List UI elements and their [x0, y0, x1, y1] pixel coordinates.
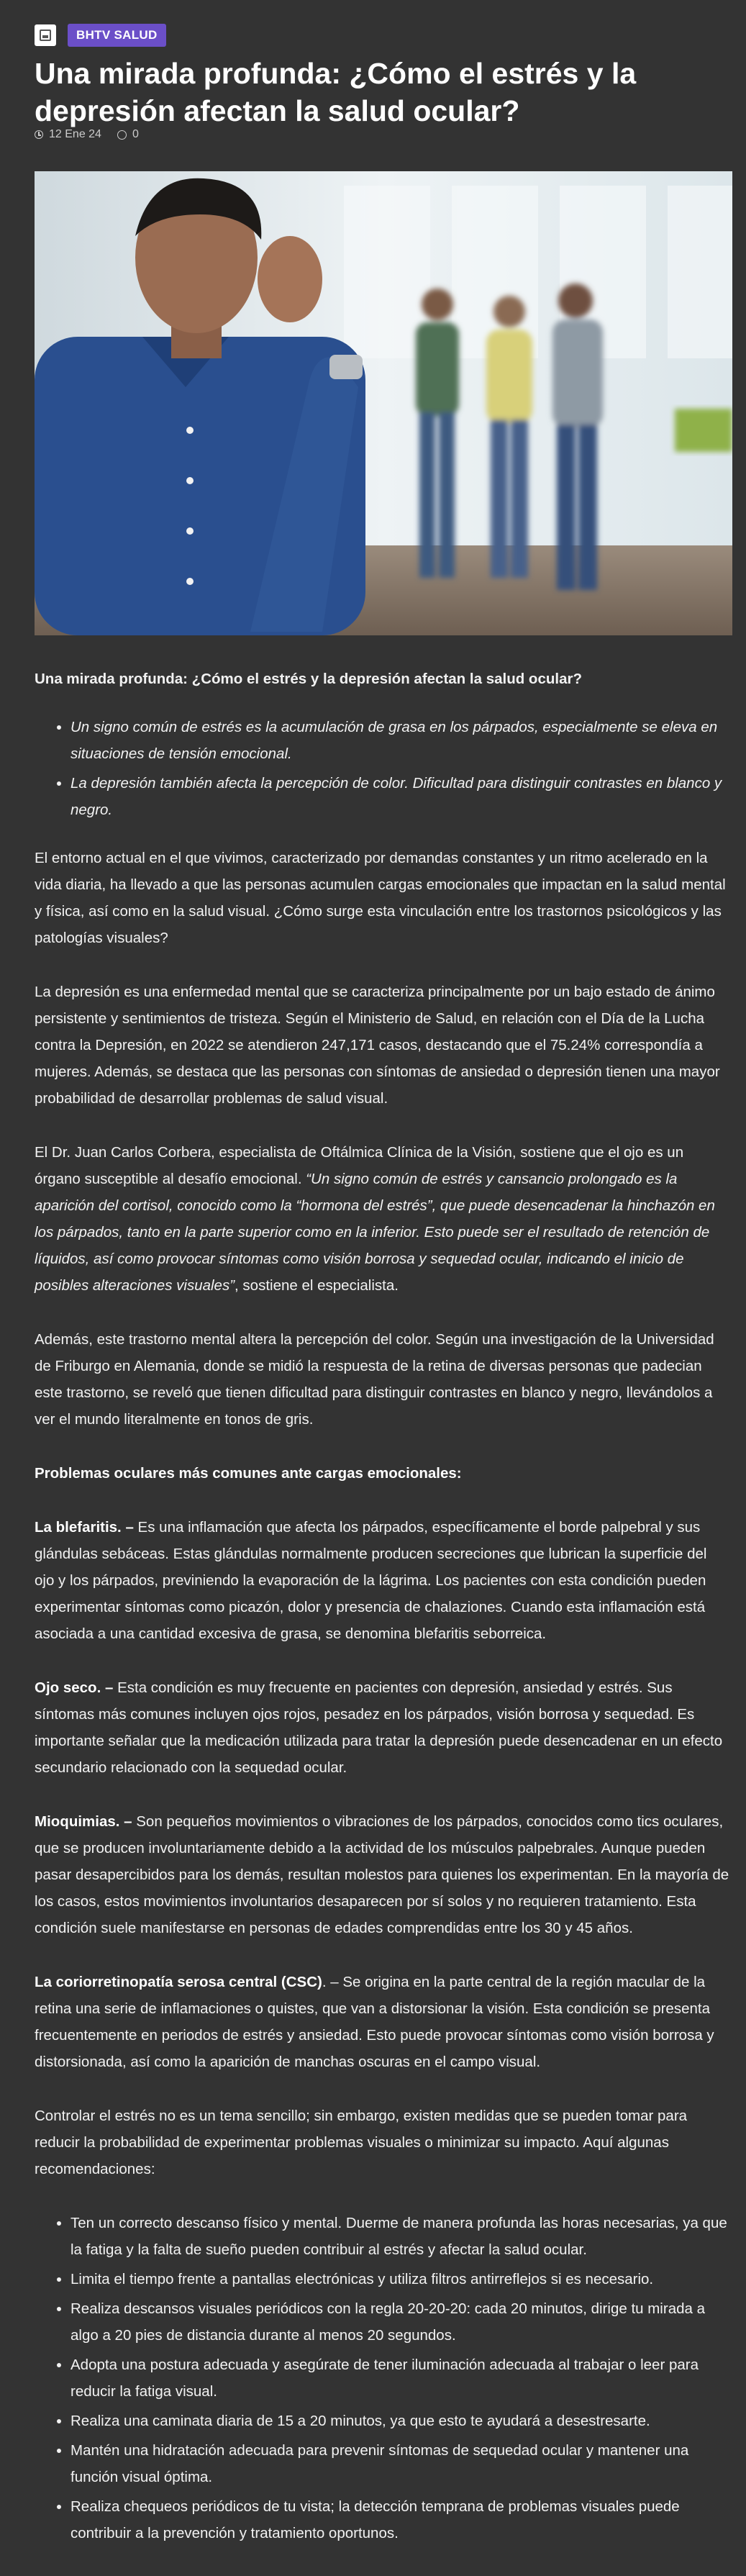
article-title: Una mirada profunda: ¿Cómo el estrés y la depresión afectan la salud ocular? — [35, 57, 637, 127]
condition-paragraph — [35, 1514, 729, 1647]
recommendation-item: • Adopta una postura adecuada y asegúrate de tener iluminación adecuada al trabajar o leer para reducir la fatiga visual. — [70, 2351, 729, 2405]
highlight-item: • Un signo común de estrés es la acumulación de grasa en los párpados, especialmente se eleva en situaciones de tensión emocional. — [70, 714, 729, 767]
recommendation-item: • Limita el tiempo frente a pantallas electrónicas y utiliza filtros antirreflejos si es necesario. — [70, 2266, 729, 2292]
condition-term: La coriorretinopatía serosa central (CSC) — [35, 1974, 322, 1990]
recommendation-item: • Realiza chequeos periódicos de tu vista; la detección temprana de problemas visuales puede contribuir a la prevención y tratamiento oportunos. — [70, 2493, 729, 2546]
comment-icon[interactable] — [117, 130, 127, 140]
condition-term: La blefaritis. – — [35, 1519, 134, 1536]
condition-term: Mioquimias. – — [35, 1813, 132, 1830]
image-icon — [35, 24, 56, 46]
highlights-list — [35, 714, 729, 823]
highlight-item: • La depresión también afecta la percepción de color. Dificultad para distinguir contrastes en blanco y negro. — [70, 770, 729, 823]
condition-text: Son pequeños movimientos o vibraciones de los párpados, conocidos como tics oculares, que se producen involuntariamente debido a la actividad de los músculos palpebrales. Aunque pueden pasar desapercibidos para los demás, resultan molestos para quienes los experimentan. En la mayoría de los casos, estos movimientos involuntarios desaparecen por sí solos y no requieren tratamiento. Esta condición suele manifestarse en personas de edades comprendidas entre los 30 y 45 años. — [35, 1813, 729, 1936]
post-date: 12 Ene 24 — [49, 128, 101, 140]
section-heading: Problemas oculares más comunes ante cargas emocionales: — [35, 1465, 462, 1482]
byline — [35, 128, 139, 141]
paragraph: La depresión es una enfermedad mental que se caracteriza principalmente por un bajo estado de ánimo persistente y sentimientos de tristeza. Según el Ministerio de Salud, en relación con el Día de la Lucha contra la Depresión, en 2022 se atendieron 247,171 casos, destacando que el 75.24% correspondía a mujeres. Además, se destaca que las personas con síntomas de ansiedad o depresión tienen una mayor probabilidad de desarrollar problemas de salud visual. — [35, 984, 720, 1107]
clock-icon — [35, 130, 43, 139]
condition-paragraph — [35, 1969, 729, 2075]
paragraph-quote — [35, 1139, 729, 1299]
recommendation-item: • Mantén una hidratación adecuada para prevenir síntomas de sequedad ocular y mantener una función visual óptima. — [70, 2437, 729, 2490]
category-badge[interactable]: BHTV SALUD — [68, 24, 166, 47]
quote-intro: El Dr. Juan Carlos Corbera, especialista de Oftálmica Clínica de la Visión, sostiene que el ojo es un órgano susceptible al desafío emocional. — [35, 1144, 684, 1187]
paragraph: El entorno actual en el que vivimos, caracterizado por demandas constantes y un ritmo acelerado en la vida diaria, ha llevado a que las personas acumulen cargas emocionales que impactan en la salud mental y física, así como en la salud visual. ¿Cómo surge esta vinculación entre los trastornos psicológicos y las patologías visuales? — [35, 850, 726, 946]
condition-text: Esta condición es muy frecuente en pacientes con depresión, ansiedad y estrés. Sus síntomas más comunes incluyen ojos rojos, pesadez en los párpados, visión borrosa y sequedad. Es importante señalar que la medicación utilizada para tratar la depresión puede desencadenar en un efecto secundario relacionado con la sequedad ocular. — [35, 1679, 723, 1776]
condition-paragraph — [35, 1808, 729, 1941]
condition-paragraph — [35, 1674, 729, 1781]
post-meta-top — [35, 23, 166, 47]
quote-outro: , sostiene el especialista. — [235, 1277, 399, 1294]
recommendation-item: • Realiza una caminata diaria de 15 a 20 minutos, ya que esto te ayudará a desestresarte. — [70, 2408, 729, 2434]
hero-image — [35, 171, 732, 635]
paragraph: Controlar el estrés no es un tema sencillo; sin embargo, existen medidas que se pueden tomar para reducir la probabilidad de experimentar problemas visuales o minimizar su impacto. Aquí algunas recomendaciones: — [35, 2108, 688, 2177]
condition-text: . – Se origina en la parte central de la región macular de la retina una serie de inflamaciones o quistes, que van a distorsionar la visión. Esta condición se presenta frecuentemente en periodos de estrés y ansiedad. Esto puede provocar síntomas como visión borrosa y distorsionada, así como la aparición de manchas oscuras en el campo visual. — [35, 1974, 714, 2070]
comment-count[interactable]: 0 — [132, 128, 139, 140]
recommendations-list — [35, 2210, 729, 2546]
recommendation-item: • Ten un correcto descanso físico y mental. Duerme de manera profunda las horas necesarias, ya que la fatiga y la falta de sueño pueden contribuir al estrés y afectar la salud ocular. — [70, 2210, 729, 2263]
condition-text: Es una inflamación que afecta los párpados, específicamente el borde palpebral y sus glándulas sebáceas. Estas glándulas normalmente producen secreciones que lubrican la superficie del ojo y los párpados, previniendo la evaporación de la lágrima. Los pacientes con esta condición pueden experimentar síntomas como picazón, dolor y presencia de chalaziones. Cuando esta inflamación está asociada a una cantidad excesiva de grasa, se denomina blefaritis seborreica. — [35, 1519, 707, 1642]
paragraph: Además, este trastorno mental altera la percepción del color. Según una investigación de la Universidad de Friburgo en Alemania, donde se midió la respuesta de la retina de diversas personas que padecian este trastorno, se reveló que tienen dificultad para distinguir contrastes en blanco y negro, llevándolos a ver el mundo literalmente en tonos de gris. — [35, 1331, 714, 1428]
stressed-man-photo — [35, 171, 732, 635]
condition-term: Ojo seco. – — [35, 1679, 114, 1696]
doctor-quote: “Un signo común de estrés y cansancio prolongado es la aparición del cortisol, conocido como la “hormona del estrés”, que puede desencadenar la hinchazón en los párpados, tanto en la parte superior como en la inferior. Esto puede ser el resultado de retención de líquidos, así como provocar síntomas como visión borrosa y sequedad ocular, indicando el inicio de posibles alteraciones visuales” — [35, 1171, 715, 1294]
article-lead: Una mirada profunda: ¿Cómo el estrés y la depresión afectan la salud ocular? — [35, 671, 582, 687]
recommendation-item: • Realiza descansos visuales periódicos con la regla 20-20-20: cada 20 minutos, dirige tu mirada a algo a 20 pies de distancia durante al menos 20 segundos. — [70, 2295, 729, 2349]
article-body — [35, 666, 729, 2568]
